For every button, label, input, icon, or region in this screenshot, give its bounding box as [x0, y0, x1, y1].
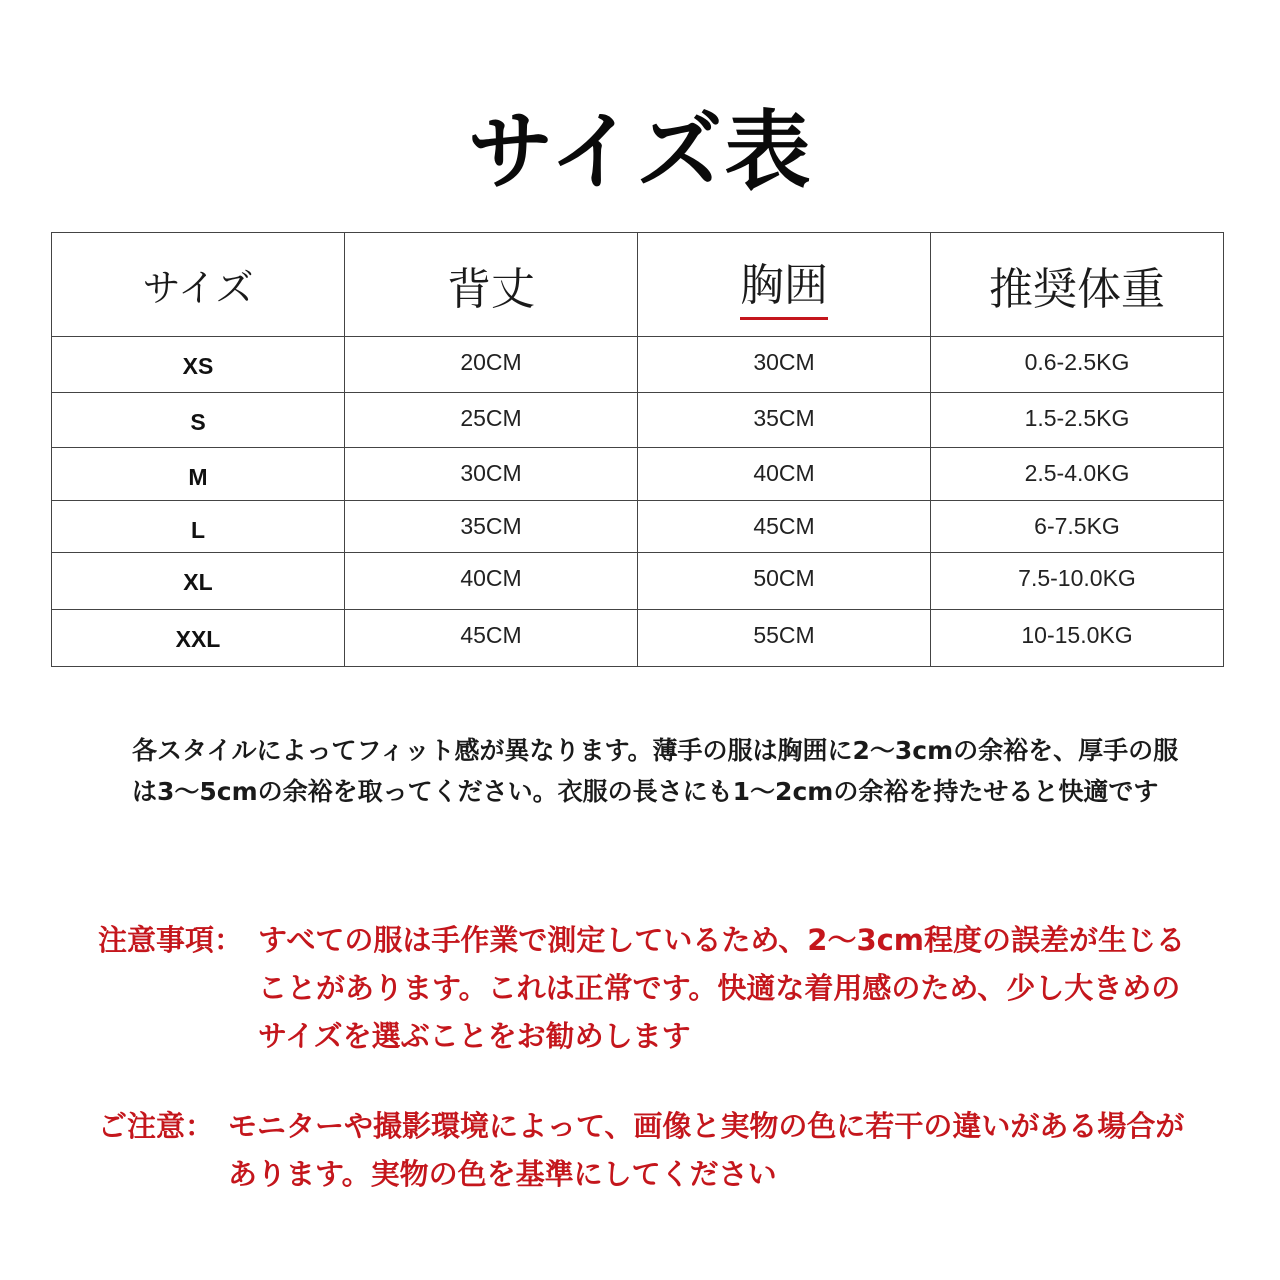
weight-cell: 2.5-4.0KG	[931, 448, 1224, 501]
size-cell: XXL	[52, 610, 345, 667]
size-cell: M	[52, 448, 345, 501]
size-cell: XS	[52, 337, 345, 393]
header-weight: 推奨体重	[931, 233, 1224, 337]
chest-cell: 45CM	[638, 501, 931, 553]
size-cell: L	[52, 501, 345, 553]
weight-cell: 7.5-10.0KG	[931, 553, 1224, 610]
table-row	[52, 448, 1224, 501]
caution-measurement	[98, 916, 1198, 1066]
length-cell: 25CM	[345, 393, 638, 448]
size-table	[51, 232, 1224, 667]
size-cell: S	[52, 393, 345, 448]
length-cell: 40CM	[345, 553, 638, 610]
chest-cell: 50CM	[638, 553, 931, 610]
header-length: 背丈	[345, 233, 638, 337]
header-chest	[638, 233, 931, 337]
table-row	[52, 337, 1224, 393]
caution-color-label: ご注意：	[98, 1109, 215, 1143]
header-chest-label: 胸囲	[740, 249, 828, 320]
caution-color-text: モニターや撮影環境によって、画像と実物の色に若干の違いがある場合があります。実物の色を基準にしてください	[228, 1109, 1185, 1191]
length-cell: 35CM	[345, 501, 638, 553]
chest-cell: 35CM	[638, 393, 931, 448]
header-size: サイズ	[52, 233, 345, 337]
length-cell: 20CM	[345, 337, 638, 393]
chest-cell: 40CM	[638, 448, 931, 501]
length-cell: 45CM	[345, 610, 638, 667]
table-row	[52, 393, 1224, 448]
table-row	[52, 553, 1224, 610]
weight-cell: 10-15.0KG	[931, 610, 1224, 667]
weight-cell: 6-7.5KG	[931, 501, 1224, 553]
weight-cell: 1.5-2.5KG	[931, 393, 1224, 448]
chest-cell: 30CM	[638, 337, 931, 393]
caution-measurement-label: 注意事項：	[98, 923, 244, 957]
caution-color	[98, 1102, 1198, 1212]
weight-cell: 0.6-2.5KG	[931, 337, 1224, 393]
table-header-row	[52, 233, 1224, 337]
caution-measurement-text: すべての服は手作業で測定しているため、2～3cm程度の誤差が生じることがあります。これは正常です。快適な着用感のため、少し大きめのサイズを選ぶことをお勧めします	[258, 923, 1186, 1053]
fit-note: 各スタイルによってフィット感が異なります。薄手の服は胸囲に2～3cmの余裕を、厚手の服は3～5cmの余裕を取ってください。衣服の長さにも1～2cmの余裕を持たせると快適です	[132, 736, 1179, 806]
page-title: サイズ表	[467, 102, 813, 202]
chest-cell: 55CM	[638, 610, 931, 667]
length-cell: 30CM	[345, 448, 638, 501]
table-row	[52, 610, 1224, 667]
table-row	[52, 501, 1224, 553]
size-cell: XL	[52, 553, 345, 610]
